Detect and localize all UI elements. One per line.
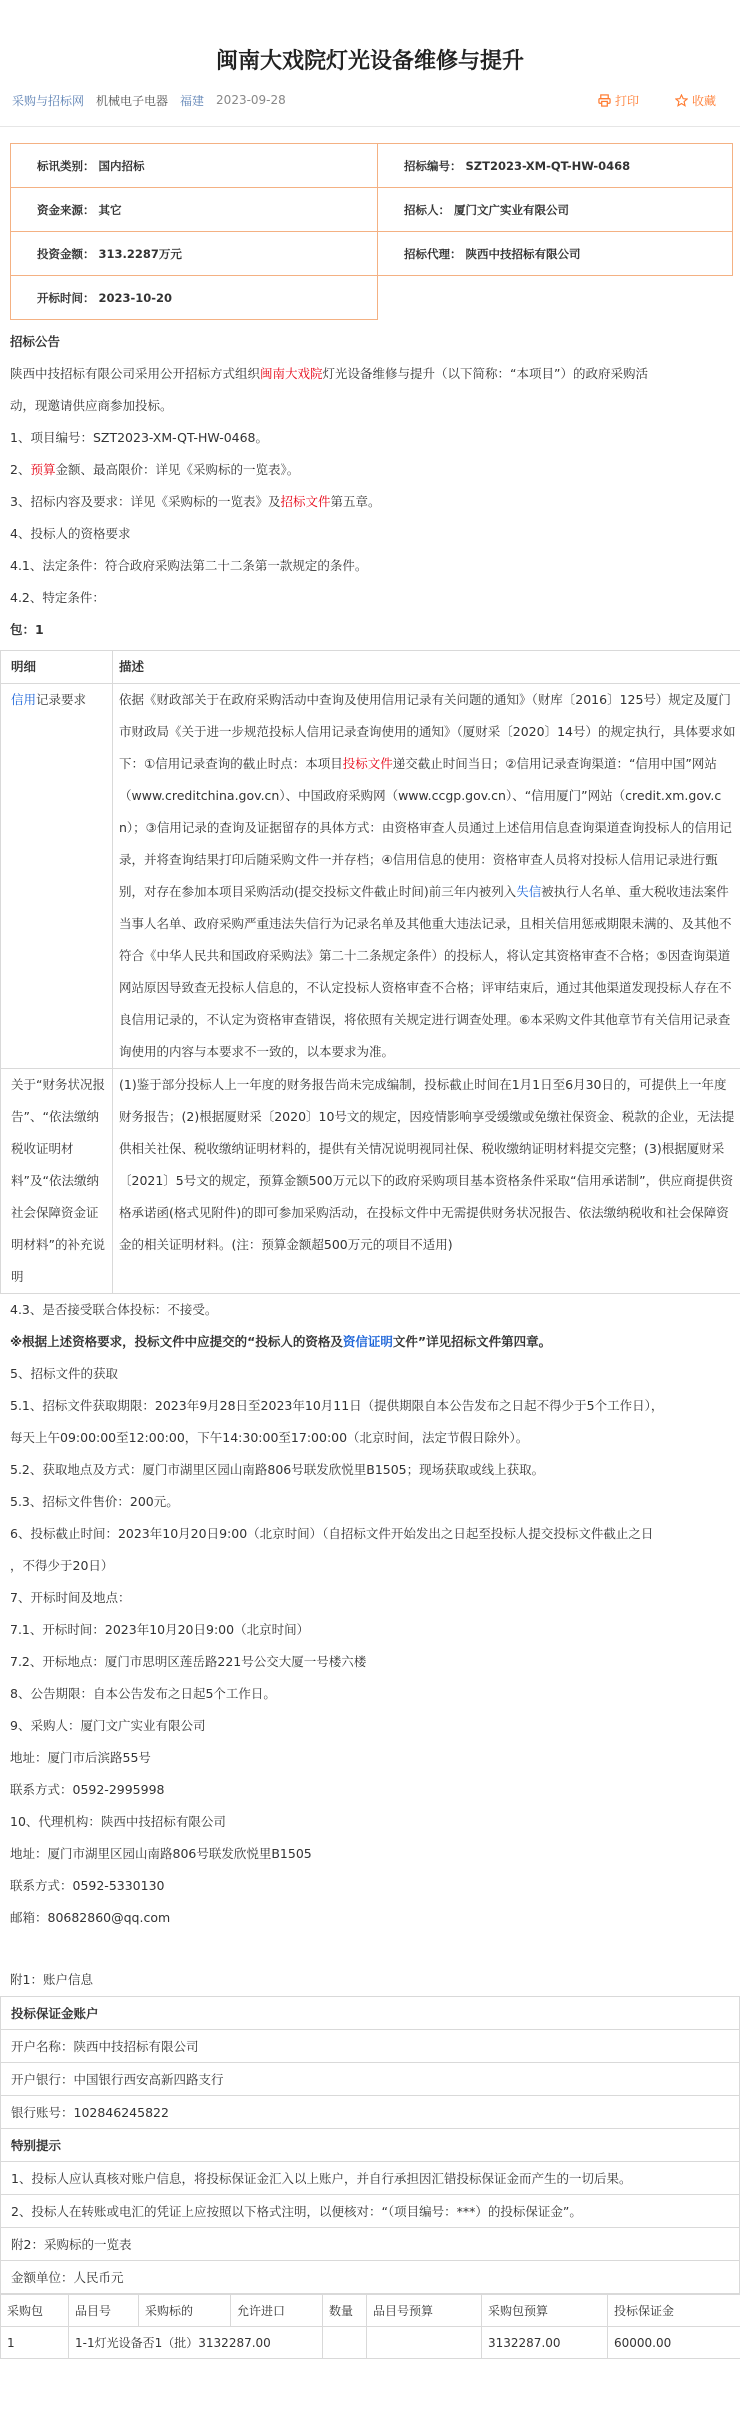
currency-unit: 金额单位：人民币元: [1, 2261, 740, 2294]
info-empty-cell: [378, 276, 733, 320]
divider: [0, 126, 740, 127]
bid-header-cell: 投标保证金: [608, 2295, 740, 2327]
section-7: 7、开标时间及地点：: [10, 1590, 131, 1605]
print-icon: [598, 94, 611, 107]
item-4-3: 4.3、是否接受联合体投标：不接受。: [10, 1302, 218, 1317]
req-row-credit-desc: 依据《财政部关于在政府采购活动中查询及使用信用记录有关问题的通知》（财库〔2016〕125号）规定及厦门市财政局《关于进一步规范投标人信用记录查询使用的通知》（厦财采〔2020〕14号）的规定执行，具体要求如下：①信用记录查询的截止时点：本项目投标文件递交截止时间当日；②信用记录查询渠道：“信用中国”网站（www.creditchina.gov.cn）、中国政府采购网（www.ccgp.gov.cn）、“信用厦门”网站（credit.xm.gov.cn）；③信用记录的查询及证据留存的具体方式：由资格审查人员通过上述信用信息查询渠道查询投标人的信用记录，并将查询结果打印后随采购文件一并存档；④信用信息的使用：资格审查人员将对投标人信用记录进行甄别，对存在参加本项目采购活动(提交投标文件截止时间)前三年内被列入失信被执行人名单、重大税收违法案件当事人名单、政府采购严重违法失信行为记录名单及其他重大违法记录，且相关信用惩戒期限未满的、及其他不符合《中华人民共和国政府采购法》第二十二条规定条件）的投标人，将认定其资格审查不合格；⑤因查询渠道网站原因导致查无投标人信息的，不认定投标人资格审查不合格；评审结束后，通过其他渠道发现投标人存在不良信用记录的，不认定为资格审查错误，将依照有关规定进行调查处理。⑥本采购文件其他章节有关信用记录查询使用的内容与本要求不一致的，以本要求为准。: [113, 684, 740, 1069]
section-6: 6、投标截止时间：2023年10月20日9:00（北京时间）（自招标文件开始发出之日起至投标人提交投标文件截止之日: [10, 1526, 654, 1541]
qualification-note: ※根据上述资格要求，投标文件中应提交的“投标人的资格及资信证明文件”详见招标文件第四章。: [10, 1334, 552, 1349]
breadcrumb-link[interactable]: 采购与招标网: [12, 93, 85, 108]
section-7-2: 7.2、开标地点：厦门市思明区莲岳路221号公交大厦一号楼六楼: [10, 1654, 367, 1669]
section-9: 9、采购人：厦门文广实业有限公司: [10, 1718, 206, 1733]
meta-row: [12, 88, 728, 112]
tip-2: 2、投标人在转账或电汇的凭证上应按照以下格式注明，以便核对：“（项目编号：***）的投标保证金”。: [1, 2195, 740, 2228]
notice-heading: 招标公告: [10, 334, 61, 349]
item-4-2: 4.2、特定条件：: [10, 590, 105, 605]
attachment-1-title: 附1：账户信息: [10, 1972, 93, 1987]
info-open-time: 开标时间： 2023-10-20: [11, 276, 378, 320]
credential-link[interactable]: 资信证明: [342, 1334, 393, 1349]
agent-email: 邮箱：80682860@qq.com: [10, 1910, 171, 1925]
item-1: 1、项目编号：SZT2023-XM-QT-HW-0468。: [10, 430, 269, 445]
package-label: 包：1: [10, 622, 44, 637]
page-title: 闽南大戏院灯光设备维修与提升: [215, 49, 524, 74]
bid-header-cell: 允许进口: [231, 2295, 323, 2327]
bid-header-row: [1, 2295, 740, 2327]
bid-cell-package: 1: [1, 2327, 69, 2359]
category-tag[interactable]: 机械电子电器: [96, 93, 169, 108]
req-row-credit-name: 信用记录要求: [1, 684, 113, 1069]
print-button[interactable]: [598, 92, 651, 109]
info-agent: 招标代理： 陕西中技招标有限公司: [378, 232, 733, 276]
bid-cell-deposit: 60000.00: [608, 2327, 740, 2359]
bid-cell-item: 1-1灯光设备否1（批）3132287.00: [69, 2327, 323, 2359]
info-amount: 投资金额： 313.2287万元: [11, 232, 378, 276]
print-label: 打印: [614, 93, 639, 108]
req-row-finance-desc: (1)鉴于部分投标人上一年度的财务报告尚未完成编制，投标截止时间在1月1日至6月30日的，可提供上一年度财务报告；(2)根据厦财采〔2020〕10号文的规定，因疫情影响享受缓缴或免缴社保资金、税款的企业，无法提供相关社保、税收缴纳证明材料的，提供有关情况说明视同社保、税收缴纳证明材料提交完整；(3)根据厦财采〔2021〕5号文的规定，预算金额500万元以下的政府采购项目基本资格条件采取“信用承诺制”，供应商提供资格承诺函(格式见附件)的即可参加采购活动，在投标文件中无需提供财务状况报告、依法缴纳税收和社会保障资金的相关证明材料。(注：预算金额超500万元的项目不适用): [113, 1069, 740, 1294]
publish-date: 2023-09-28: [216, 93, 286, 107]
account-number: 银行账号：102846245822: [1, 2096, 740, 2129]
section-5-3: 5.3、招标文件售价：200元。: [10, 1494, 179, 1509]
req-row-finance-name: 关于“财务状况报告”、“依法缴纳税收证明材料”及“依法缴纳社会保障资金证明材料”的补充说明: [1, 1069, 113, 1294]
section-8: 8、公告期限：自本公告发布之日起5个工作日。: [10, 1686, 276, 1701]
bid-cell-empty: [323, 2327, 367, 2359]
credit-link[interactable]: 信用: [11, 692, 37, 707]
tip-1: 1、投标人应认真核对账户信息，将投标保证金汇入以上账户，并自行承担因汇错投标保证金而产生的一切后果。: [1, 2162, 740, 2195]
notice-content: [0, 320, 740, 2359]
info-table: [10, 143, 733, 320]
section-6-cont: ，不得少于20日）: [10, 1558, 114, 1573]
bid-header-cell: 采购包: [1, 2295, 69, 2327]
req-col-desc: 描述: [113, 651, 740, 684]
bid-items-table: [0, 2294, 740, 2359]
bid-header-cell: 采购包预算: [482, 2295, 608, 2327]
buyer-address: 地址：厦门市后滨路55号: [10, 1750, 151, 1765]
tip-title: 特别提示: [1, 2129, 740, 2162]
bid-header-cell: 采购标的: [139, 2295, 231, 2327]
dishonest-link[interactable]: 失信: [516, 884, 542, 899]
bid-cell-empty: [367, 2327, 482, 2359]
item-4: 4、投标人的资格要求: [10, 526, 131, 541]
bid-header-cell: 数量: [323, 2295, 367, 2327]
bid-header-cell: 品目号预算: [367, 2295, 482, 2327]
account-table: [0, 1996, 740, 2294]
star-icon: [675, 94, 688, 107]
buyer-phone: 联系方式：0592-2995998: [10, 1782, 165, 1797]
item-3: 3、招标内容及要求：详见《采购标的一览表》及招标文件第五章。: [10, 494, 381, 509]
agent-address: 地址：厦门市湖里区园山南路806号联发欣悦里B1505: [10, 1846, 312, 1861]
info-fund: 资金来源： 其它: [11, 188, 378, 232]
info-code: 招标编号： SZT2023-XM-QT-HW-0468: [378, 144, 733, 188]
bid-header-cell: 品目号: [69, 2295, 139, 2327]
notice-intro: 陕西中技招标有限公司采用公开招标方式组织闽南大戏院灯光设备维修与提升（以下简称：“本项目”）的政府采购活: [10, 366, 648, 381]
region-tag[interactable]: 福建: [180, 93, 205, 108]
req-col-detail: 明细: [1, 651, 113, 684]
section-5-1: 5.1、招标文件获取期限：2023年9月28日至2023年10月11日（提供期限自本公告发布之日起不得少于5个工作日），: [10, 1398, 664, 1413]
account-bank: 开户银行：中国银行西安高新四路支行: [1, 2063, 740, 2096]
info-type: 标讯类别： 国内招标: [11, 144, 378, 188]
notice-intro-cont: 动，现邀请供应商参加投标。: [10, 398, 173, 413]
favorite-button[interactable]: [675, 92, 728, 109]
item-4-1: 4.1、法定条件：符合政府采购法第二十二条第一款规定的条件。: [10, 558, 368, 573]
table-row: [1, 2327, 740, 2359]
section-10: 10、代理机构：陕西中技招标有限公司: [10, 1814, 226, 1829]
section-5: 5、招标文件的获取: [10, 1366, 118, 1381]
requirements-table: [0, 650, 740, 1294]
favorite-label: 收藏: [691, 93, 716, 108]
item-2: 2、预算金额、最高限价：详见《采购标的一览表》。: [10, 462, 300, 477]
account-name: 开户名称：陕西中技招标有限公司: [1, 2030, 740, 2063]
section-5-1-cont: 每天上午09:00:00至12:00:00，下午14:30:00至17:00:00（北京时间，法定节假日除外）。: [10, 1430, 529, 1445]
agent-phone: 联系方式：0592-5330130: [10, 1878, 165, 1893]
bid-cell-package-budget: 3132287.00: [482, 2327, 608, 2359]
section-5-2: 5.2、获取地点及方式：厦门市湖里区园山南路806号联发欣悦里B1505；现场获取或线上获取。: [10, 1462, 545, 1477]
info-buyer: 招标人： 厦门文广实业有限公司: [378, 188, 733, 232]
account-box-title: 投标保证金账户: [1, 1997, 740, 2030]
attachment-2-title: 附2：采购标的一览表: [1, 2228, 740, 2261]
section-7-1: 7.1、开标时间：2023年10月20日9:00（北京时间）: [10, 1622, 310, 1637]
